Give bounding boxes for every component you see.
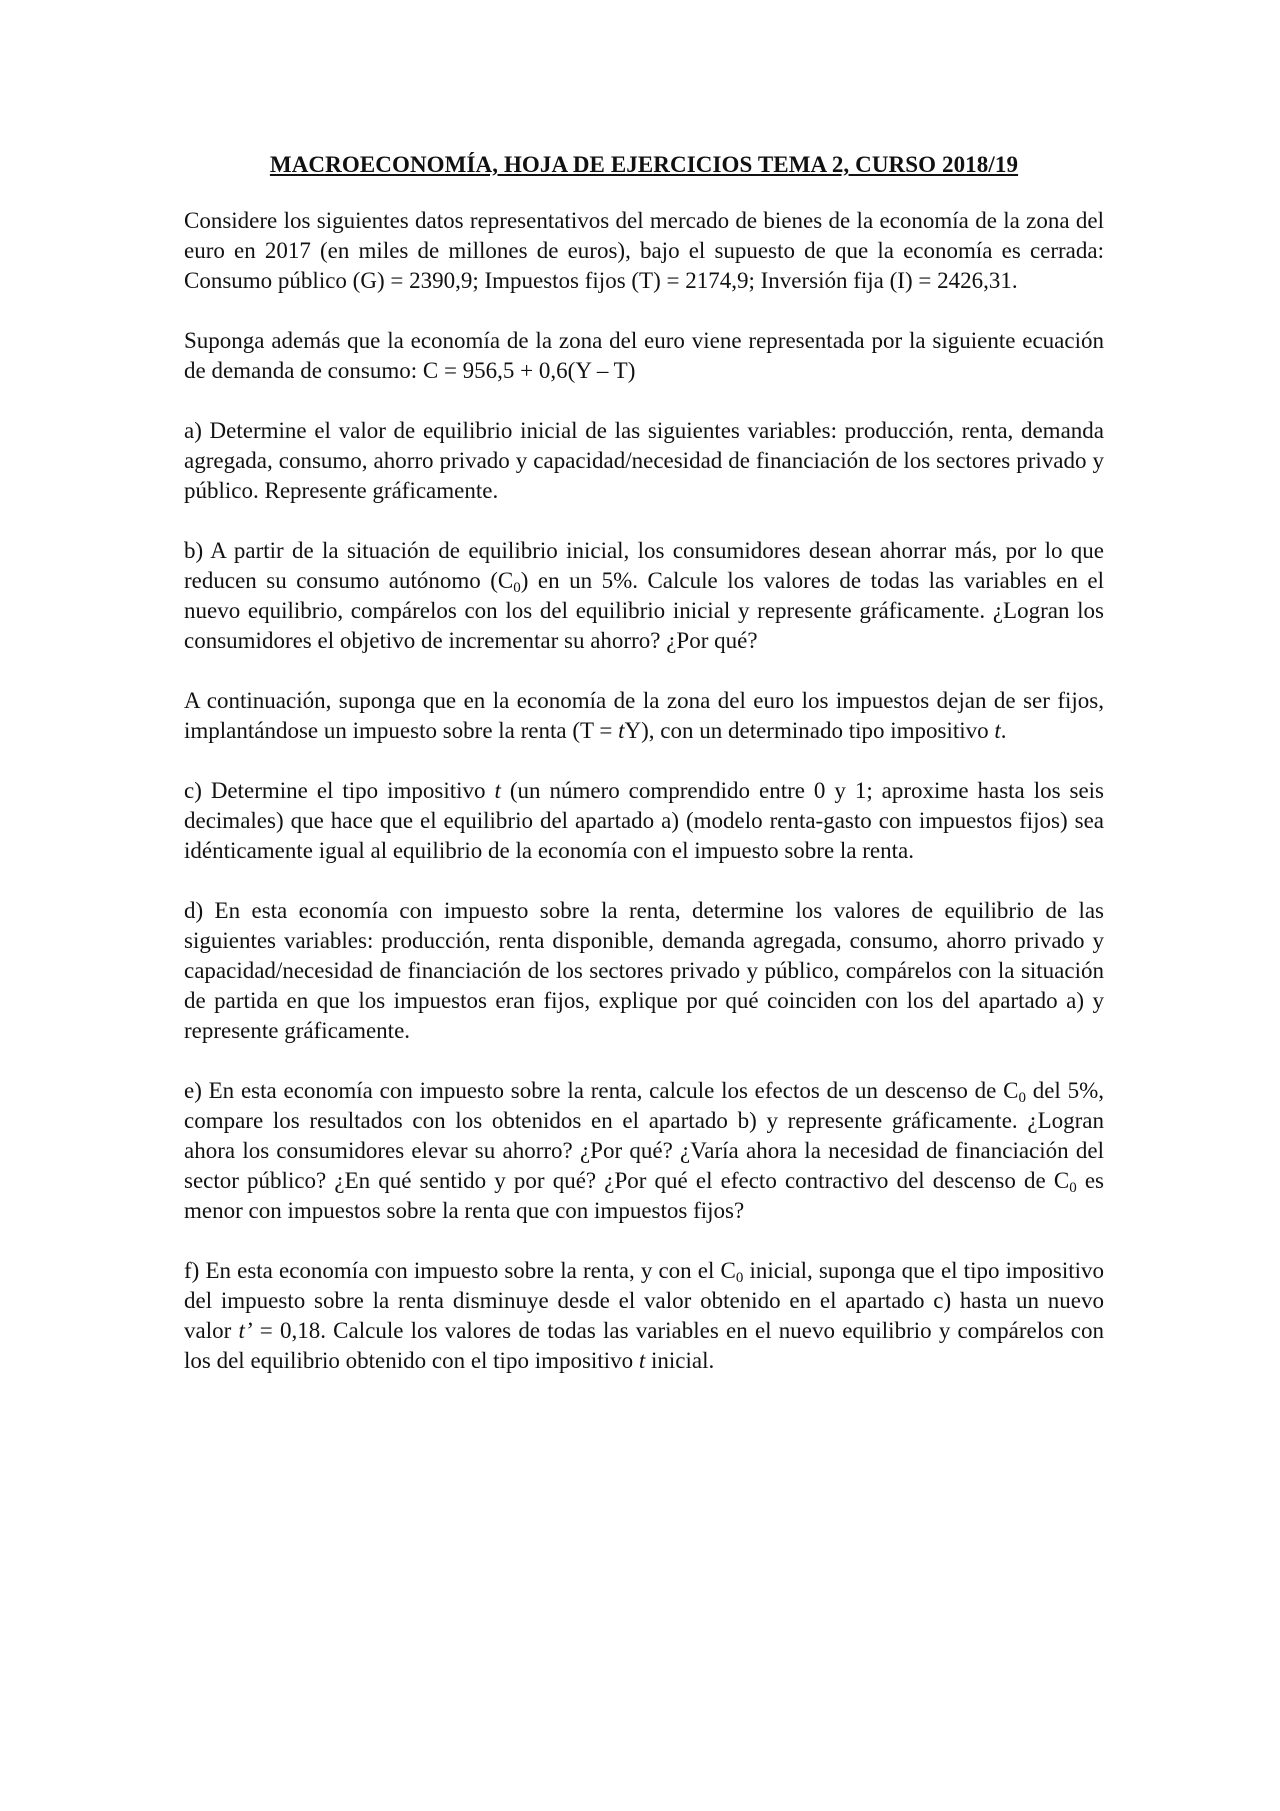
exercise-item-c: [184, 776, 1104, 866]
item-c-text-1: c) Determine el tipo impositivo: [184, 778, 495, 803]
exercise-item-f: [184, 1256, 1104, 1376]
intro-paragraph-data: Considere los siguientes datos representativos del mercado de bienes de la economía de la zona del euro en 2017 (en miles de millones de euros), bajo el supuesto de que la economía es cerrada: Consumo público (G) = 2390,9; Impuestos fijos (T) = 2174,9; Inversión fija (I) = 2426,31.: [184, 208, 1104, 293]
intro-3-text-3: .: [1000, 718, 1007, 743]
item-b-text-1: b) A partir de la situación de equilibrio inicial, los consumidores desean ahorrar más, por lo que reducen su consumo autónomo (C: [184, 538, 1104, 593]
item-f-text-1: f) En esta economía con impuesto sobre la renta, y con el C: [184, 1258, 736, 1283]
item-f-text-3: = 0,18. Calcule los valores de todas las variables en el nuevo equilibrio y compárelos con los del equilibrio obtenido con el tipo impositivo: [184, 1318, 1104, 1373]
tax-rate-symbol: t: [994, 718, 1001, 743]
tax-rate-symbol: t: [494, 778, 501, 803]
subscript-zero: 0: [513, 580, 521, 596]
exercise-item-d: d) En esta economía con impuesto sobre la renta, determine los valores de equilibrio de las siguientes variables: producción, renta disponible, demanda agregada, consumo, ahorro privado y capacidad/necesidad de financiación de los sectores privado y público, compárelos con la situación de partida en que los impuestos eran fijos, explique por qué coinciden con los del apartado a) y represente gráficamente.: [184, 898, 1104, 1043]
intro-paragraph-consumption: Suponga además que la economía de la zona del euro viene representada por la siguiente ecuación de demanda de consumo: C = 956,5 + 0,6(Y – T): [184, 328, 1104, 383]
item-e-text-3: es menor con impuestos sobre la renta que con impuestos fijos?: [184, 1168, 1104, 1223]
tax-rate-symbol: t: [618, 718, 625, 743]
item-f-text-2: inicial, suponga que el tipo impositivo del impuesto sobre la renta disminuye desde el valor obtenido en el apartado c) hasta un nuevo valor: [184, 1258, 1104, 1343]
subscript-zero: 0: [1069, 1180, 1077, 1196]
exercise-item-a: a) Determine el valor de equilibrio inicial de las siguientes variables: producción, renta, demanda agregada, consumo, ahorro privado y capacidad/necesidad de financiación de los sectores privado y público. Represente gráficamente.: [184, 418, 1104, 503]
subscript-zero: 0: [1018, 1090, 1026, 1106]
document-title: MACROECONOMÍA, HOJA DE EJERCICIOS TEMA 2, CURSO 2018/19: [269, 152, 1019, 177]
intro-3-text-1: A continuación, suponga que en la economía de la zona del euro los impuestos dejan de ser fijos, implantándose un impuesto sobre la renta (T =: [184, 688, 1104, 743]
tax-rate-symbol: t: [638, 1348, 646, 1373]
intro-3-text-2: Y), con un determinado tipo impositivo: [624, 718, 995, 743]
exercise-item-b: [184, 536, 1104, 656]
item-b-text-2: ) en un 5%. Calcule los valores de todas las variables en el nuevo equilibrio, compárelos con los del equilibrio inicial y represente gráficamente. ¿Logran los consumidores el objetivo de incrementar su ahorro? ¿Por qué?: [184, 568, 1104, 653]
item-e-text-2: del 5%, compare los resultados con los obtenidos en el apartado b) y represente gráficamente. ¿Logran ahora los consumidores elevar su ahorro? ¿Por qué? ¿Varía ahora la necesidad de financiación del sector público? ¿En qué sentido y por qué? ¿Por qué el efecto contractivo del descenso de C: [184, 1078, 1104, 1193]
item-c-text-2: (un número comprendido entre 0 y 1; aproxime hasta los seis decimales) que hace que el equilibrio del apartado a) (modelo renta-gasto con impuestos fijos) sea idénticamente igual al equilibrio de la economía con el impuesto sobre la renta.: [184, 778, 1104, 863]
new-tax-rate-symbol: t’: [238, 1318, 253, 1343]
exercise-sheet: [184, 150, 1104, 1406]
item-f-text-4: inicial.: [645, 1348, 715, 1373]
item-e-text-1: e) En esta economía con impuesto sobre la renta, calcule los efectos de un descenso de C: [184, 1078, 1019, 1103]
subscript-zero: 0: [735, 1270, 744, 1286]
intro-paragraph-income-tax: [184, 686, 1104, 746]
exercise-item-e: [184, 1076, 1104, 1226]
